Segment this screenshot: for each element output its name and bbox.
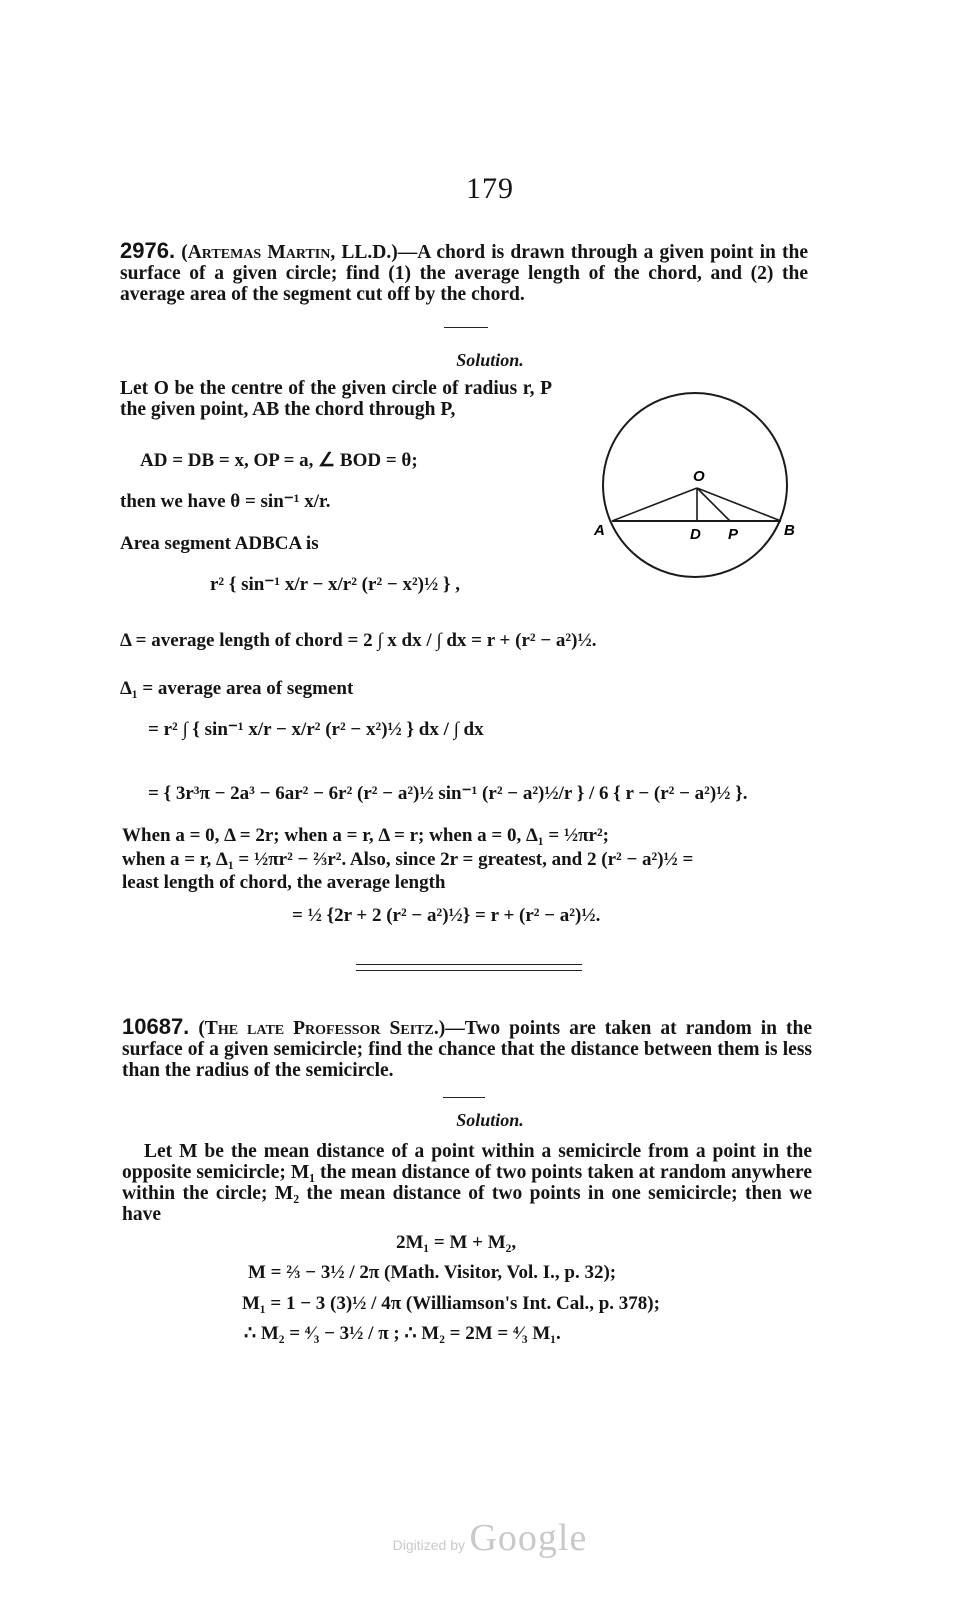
problem-number: 2976.: [120, 238, 176, 263]
short-divider: [443, 1097, 485, 1098]
label-d: D: [690, 526, 701, 543]
solution-body: Let M be the mean distance of a point within a semicircle from a point in the opposite semicircle; M₁ the mean distance of two points taken at random anywhere within the circle; M₂ the mean distance of two points in one semicircle; then we have: [122, 1141, 812, 1225]
area-formula: r² { sin⁻¹ x/r − x/r² (r² − x²)½ } ,: [210, 574, 460, 595]
digitized-by-google-watermark: [0, 1516, 980, 1560]
solution-heading: Solution.: [456, 1110, 524, 1130]
radius-oa: [612, 488, 697, 521]
problem-author: (Artemas Martin, LL.D.): [181, 242, 398, 263]
label-b: B: [784, 522, 795, 539]
label-p: P: [728, 526, 739, 543]
eq-m1-relation: 2M₁ = M + M₂,: [396, 1232, 517, 1253]
problem-2976-statement: [120, 240, 808, 305]
delta1-definition: Δ₁ = average area of segment: [120, 678, 354, 699]
label-o: O: [693, 468, 705, 485]
section-divider-top: [356, 964, 582, 965]
segment-op: [697, 488, 730, 521]
final-result: = ½ {2r + 2 (r² − a²)½} = r + (r² − a²)½.: [292, 905, 601, 926]
label-a: A: [594, 522, 605, 539]
eq-theta: then we have θ = sin⁻¹ x/r.: [120, 491, 331, 512]
eq-m: M = ⅔ − 3½ / 2π (Math. Visitor, Vol. I., p. 32);: [248, 1262, 617, 1283]
when-line-1: When a = 0, Δ = 2r; when a = r, Δ = r; when a = 0, Δ₁ = ½πr²;: [122, 825, 610, 846]
section-divider-bottom: [356, 970, 582, 971]
solution-intro: Let O be the centre of the given circle of radius r, P the given point, AB the chord through P,: [120, 378, 552, 420]
eq-m2: ∴ M₂ = ⁴⁄₃ − 3½ / π ; ∴ M₂ = 2M = ⁴⁄₃ M₁.: [244, 1323, 561, 1344]
eq-definitions: AD = DB = x, OP = a, ∠ BOD = θ;: [140, 450, 418, 471]
radius-ob: [697, 488, 781, 521]
circle-outline: [603, 393, 787, 577]
short-divider: [444, 327, 488, 328]
problem-text: —A chord is drawn through a given point in the surface of a given circle; find (1) the average length of the chord, and (2) the average area of the segment cut off by the chord.: [120, 242, 808, 305]
circle-diagram: [590, 385, 800, 585]
problem-10687-statement: [122, 1016, 812, 1081]
solution-heading: Solution.: [456, 350, 524, 370]
eq-m1: M₁ = 1 − 3 (3)½ / 4π (Williamson's Int. Cal., p. 378);: [242, 1293, 660, 1314]
problem-number: 10687.: [122, 1014, 190, 1039]
page-number: 179: [466, 172, 514, 205]
when-line-2: when a = r, Δ₁ = ½πr² − ⅔r². Also, since 2r = greatest, and 2 (r² − a²)½ =: [122, 849, 694, 870]
problem-author: (The late Professor Seitz.): [198, 1018, 446, 1039]
watermark-prefix: Digitized by: [392, 1537, 466, 1553]
delta1-integral: = r² ∫ { sin⁻¹ x/r − x/r² (r² − x²)½ } dx / ∫ dx: [148, 719, 484, 740]
problem-text: —Two points are taken at random in the surface of a given semicircle; find the chance that the distance between them is less than the radius of the semicircle.: [122, 1018, 813, 1081]
when-line-3: least length of chord, the average length: [122, 872, 446, 893]
delta-definition: Δ = average length of chord = 2 ∫ x dx / ∫ dx = r + (r² − a²)½.: [120, 630, 597, 651]
watermark-logo: Google: [469, 1517, 588, 1559]
area-segment-label: Area segment ADBCA is: [120, 533, 319, 554]
delta1-result: = { 3r³π − 2a³ − 6ar² − 6r² (r² − a²)½ sin⁻¹ (r² − a²)½/r } / 6 { r − (r² − a²)½ }.: [148, 783, 748, 804]
